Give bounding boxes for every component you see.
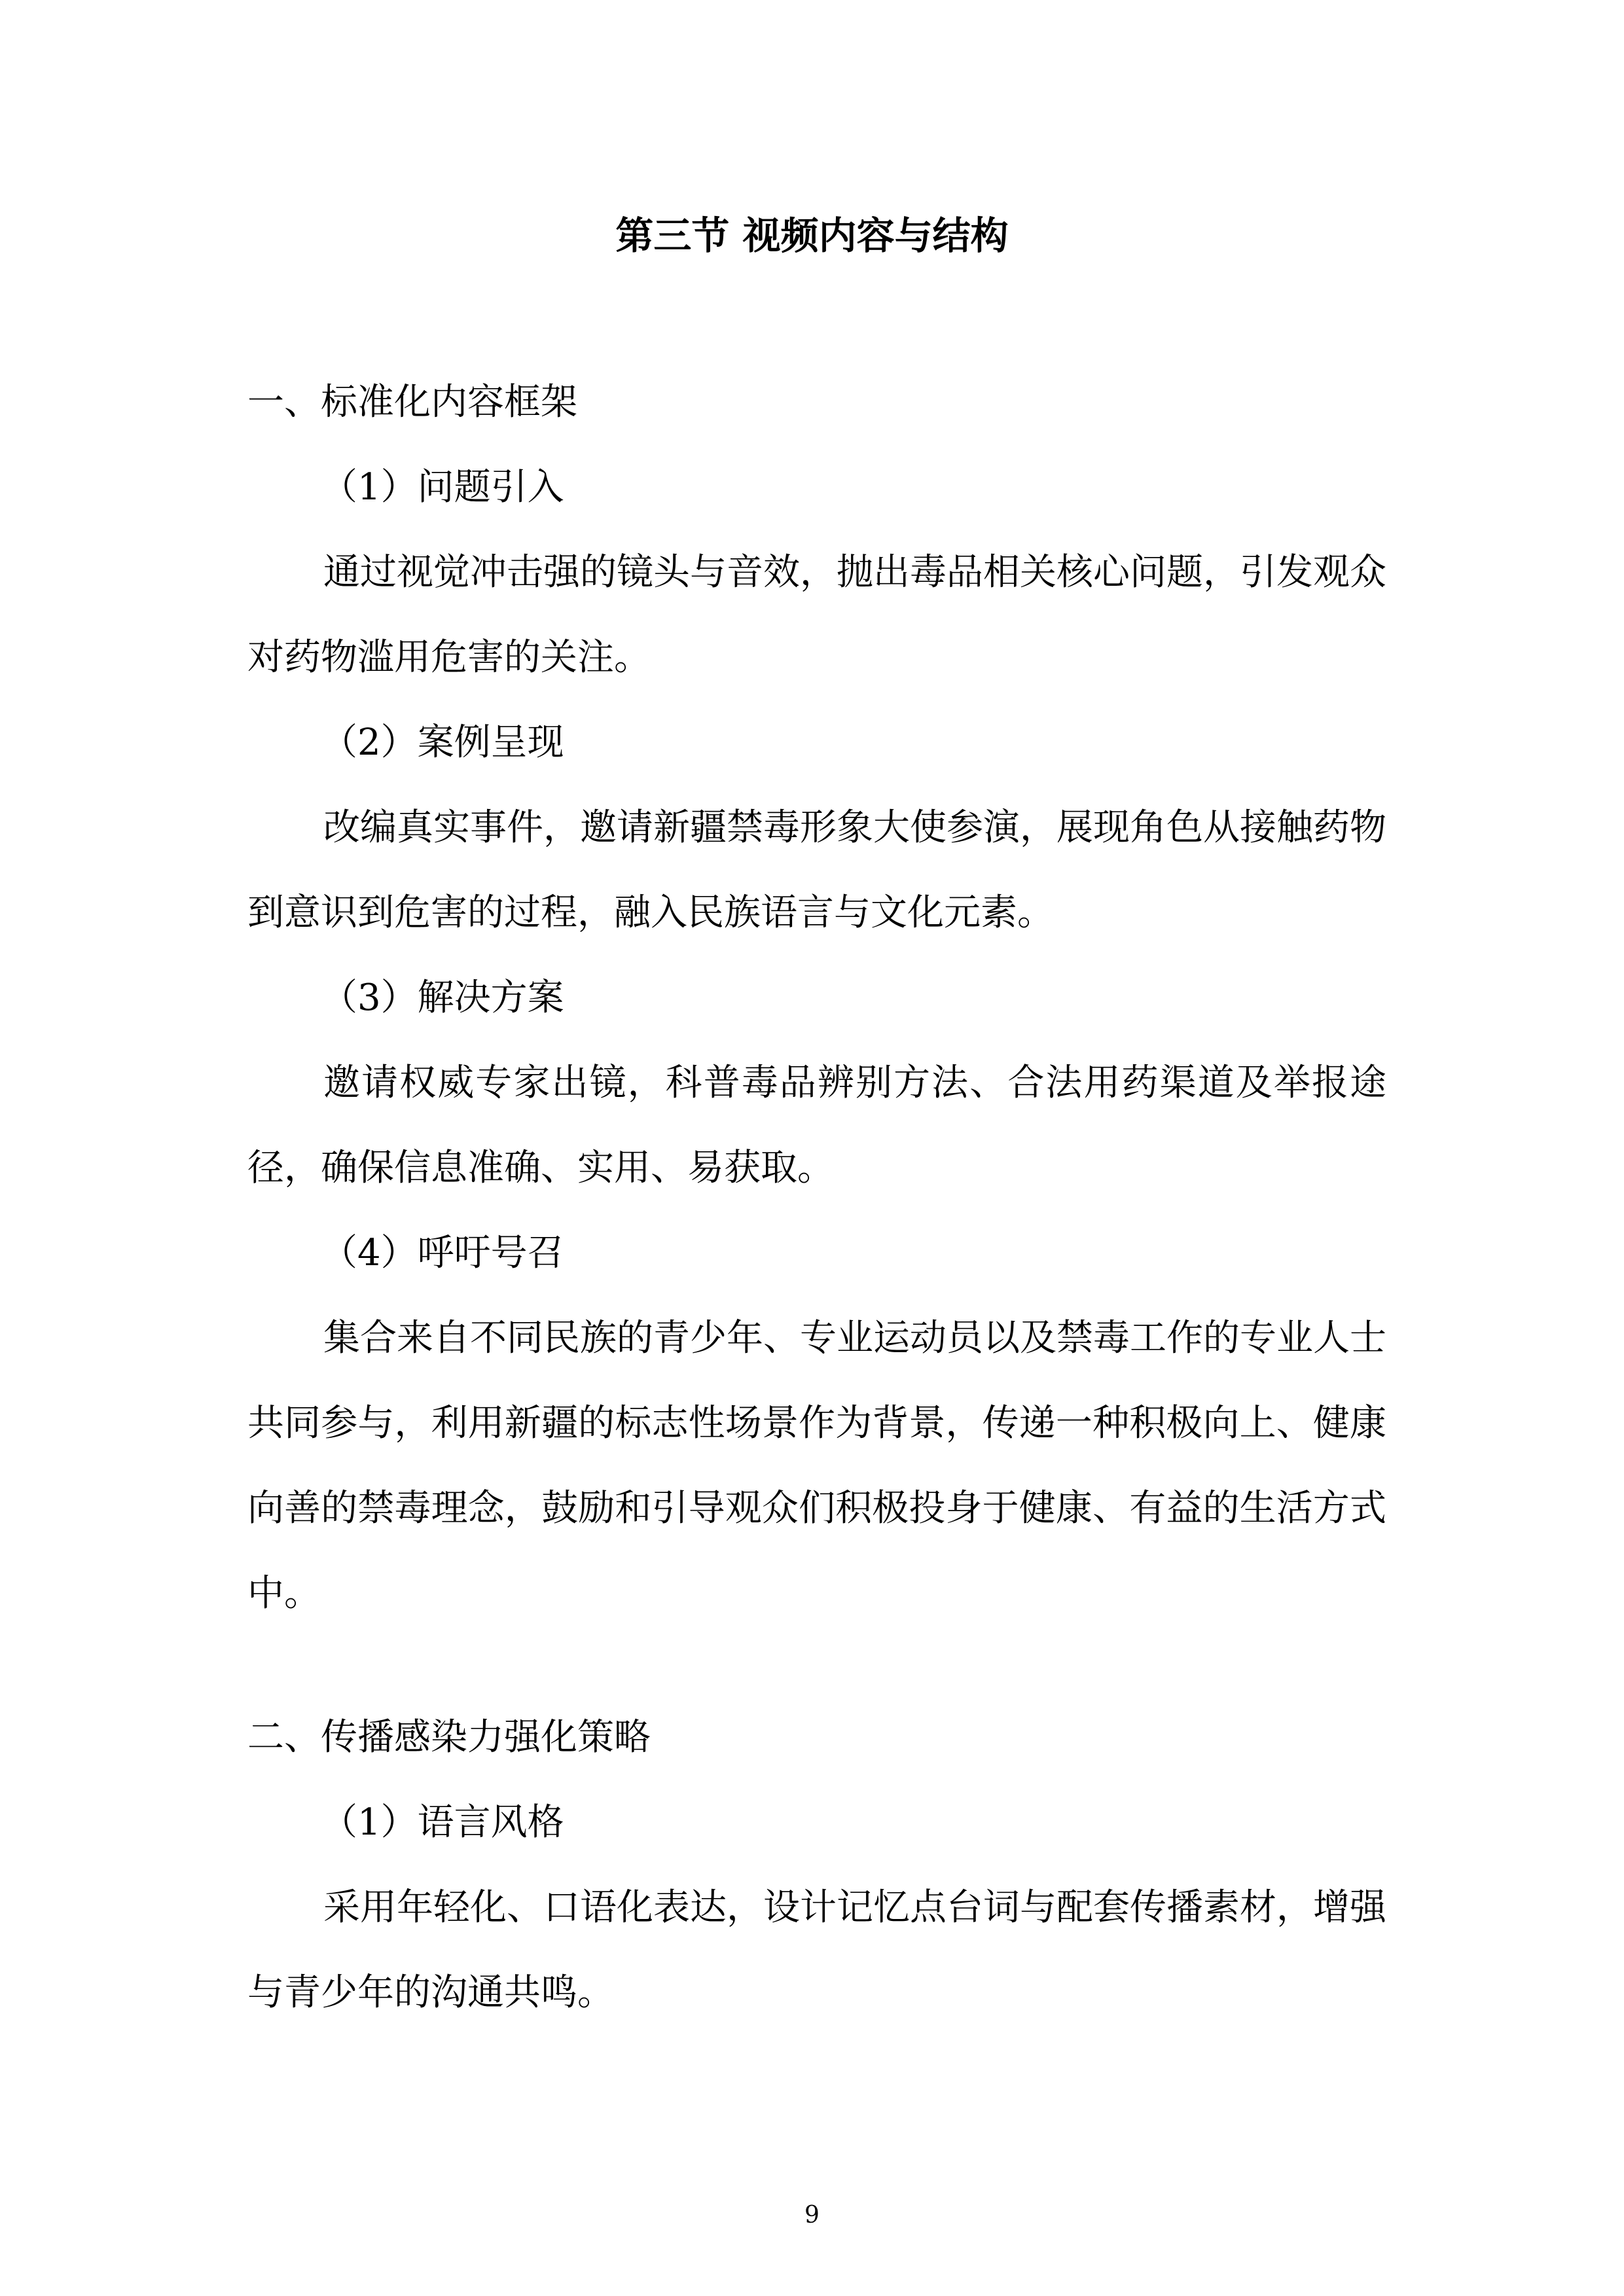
- section-1-item-3-label: （3）解决方案: [321, 977, 564, 1019]
- section-2-item-1-text: 采用年轻化、口语化表达，设计记忆点台词与配套传播素材，增强与青少年的沟通共鸣。: [247, 1886, 1386, 2014]
- section-1-item-1-text: 通过视觉冲击强的镜头与音效，抛出毒品相关核心问题，引发观众对药物滥用危害的关注。: [247, 551, 1386, 679]
- section-1-item-2-text: 改编真实事件，邀请新疆禁毒形象大使参演，展现角色从接触药物到意识到危害的过程，融入民族语言与文化元素。: [247, 806, 1386, 934]
- section-1-item-4-text: 集合来自不同民族的青少年、专业运动员以及禁毒工作的专业人士共同参与，利用新疆的标志性场景作为背景，传递一种积极向上、健康向善的禁毒理念，鼓励和引导观众们积极投身于健康、有益的生活方式中。: [247, 1317, 1386, 1615]
- section-1-heading: 一、标准化内容框架: [247, 381, 577, 423]
- section-1-item-2-label: （2）案例呈现: [321, 721, 564, 764]
- section-1-item-1-label: （1）问题引入: [321, 466, 564, 509]
- section-1-item-3-text: 邀请权威专家出镜，科普毒品辨别方法、合法用药渠道及举报途径，确保信息准确、实用、易获取。: [247, 1062, 1386, 1189]
- section-1-item-4-label: （4）呼吁号召: [321, 1232, 564, 1274]
- section-2-item-1-label: （1）语言风格: [321, 1801, 564, 1844]
- page-title: 第三节 视频内容与结构: [615, 213, 1009, 258]
- section-2-heading: 二、传播感染力强化策略: [247, 1716, 651, 1759]
- page-number: 9: [804, 2202, 820, 2229]
